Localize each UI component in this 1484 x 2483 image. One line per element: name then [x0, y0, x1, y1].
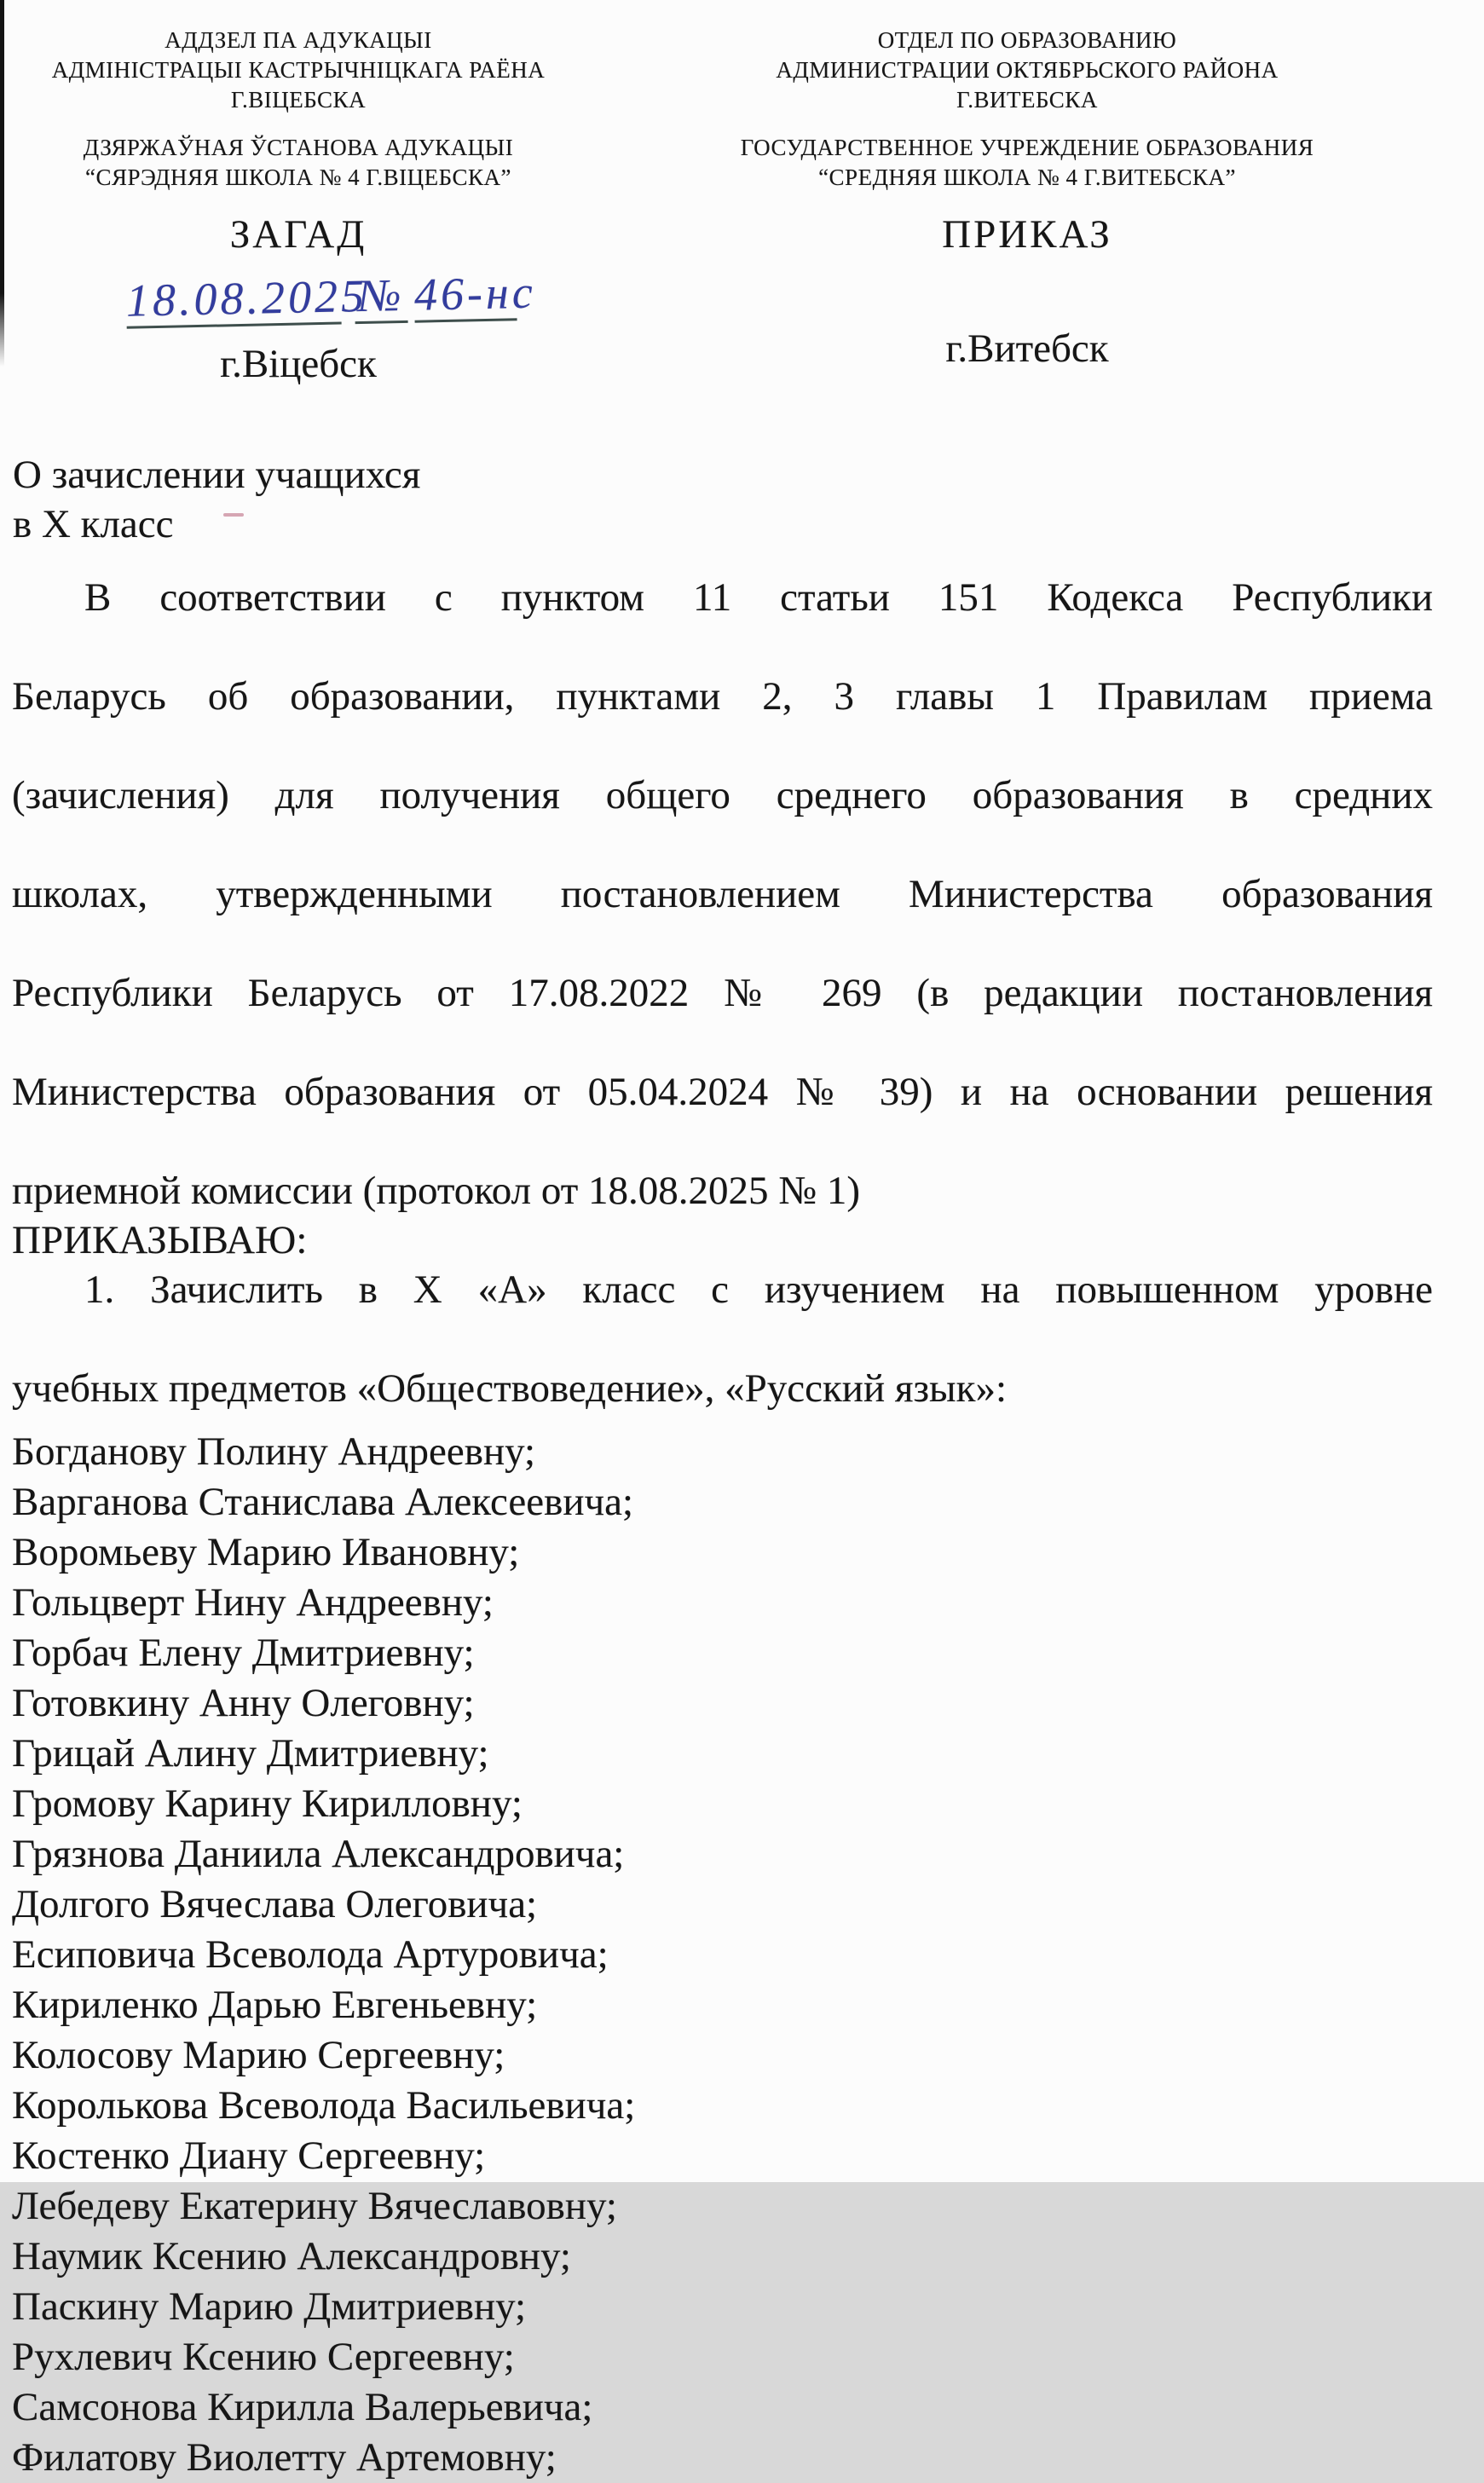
student-name: Костенко Диану Сергеевну;: [12, 2134, 486, 2178]
org-name-line: АДМІНІСТРАЦЫІ КАСТРЫЧНІЦКАГА РАЁНА: [51, 57, 546, 83]
letterhead-right: [733, 26, 1321, 193]
doc-type-belarusian: ЗАГАД: [229, 212, 367, 257]
body-line: Министерства образования от 05.04.2024 № 39) и на основании решения: [12, 1070, 1433, 1114]
city-russian: г.Витебск: [945, 326, 1109, 371]
body-line: В соответствии с пунктом 11 статьи 151 Кодекса Республики: [84, 575, 1433, 620]
student-name: Колосову Марию Сергеевну;: [12, 2033, 505, 2077]
doc-type-russian: ПРИКАЗ: [942, 212, 1112, 257]
org-name-line: ОТДЕЛ ПО ОБРАЗОВАНИЮ: [877, 27, 1177, 53]
subject-block: [13, 450, 420, 549]
body-line: приемной комиссии (протокол от 18.08.2025 № 1): [12, 1169, 860, 1213]
subject-line: О зачислении учащихся: [13, 453, 421, 497]
student-name: Лебедеву Екатерину Вячеславовну;: [12, 2184, 617, 2228]
handwritten-date: 18.08.2025: [125, 271, 341, 329]
student-list: [12, 1427, 1433, 2483]
city-belarusian: г.Віцебск: [220, 342, 377, 386]
item-1-line: 1. Зачислить в X «А» класс с изучением на повышенном уровне: [84, 1267, 1433, 1312]
student-name: Воромьеву Марию Ивановну;: [12, 1530, 520, 1574]
letterhead-gap: [26, 115, 571, 133]
item-1-line: учебных предметов «Обществоведение», «Русский язык»:: [12, 1366, 1008, 1411]
school-name-line: “СРЕДНЯЯ ШКОЛА № 4 Г.ВИТЕБСКА”: [818, 165, 1236, 190]
school-name-line: ДЗЯРЖАЎНАЯ ЎСТАНОВА АДУКАЦЫІ: [83, 135, 514, 160]
student-name: Гольцверт Нину Андреевну;: [12, 1580, 494, 1625]
org-name-line: АДДЗЕЛ ПА АДУКАЦЫІ: [165, 27, 432, 53]
student-name: Есиповича Всеволода Артуровича;: [12, 1932, 609, 1977]
org-name-line: Г.ВИТЕБСКА: [956, 87, 1098, 113]
student-name: Громову Карину Кирилловну;: [12, 1781, 523, 1826]
school-name-line: “СЯРЭДНЯЯ ШКОЛА № 4 Г.ВІЦЕБСКА”: [85, 165, 511, 190]
student-name: Грязнова Даниила Александровича;: [12, 1832, 625, 1876]
school-name-line: ГОСУДАРСТВЕННОЕ УЧРЕЖДЕНИЕ ОБРАЗОВАНИЯ: [740, 135, 1314, 160]
student-name: Паскину Марию Дмитриевну;: [12, 2284, 527, 2329]
body-line: Беларусь об образовании, пунктами 2, 3 главы 1 Правилам приема: [12, 674, 1433, 719]
student-name: Готовкину Анну Олеговну;: [12, 1681, 475, 1725]
student-name: Богданову Полину Андреевну;: [12, 1429, 536, 1474]
student-name: Кириленко Дарью Евгеньевну;: [12, 1983, 538, 2027]
student-name: Филатову Виолетту Артемовну;: [12, 2435, 557, 2480]
student-name: Рухлевич Ксению Сергеевну;: [12, 2335, 515, 2379]
subject-line: в X класс: [13, 502, 174, 546]
handwritten-date-number: [125, 266, 537, 329]
handwritten-order-number: 46-нс: [413, 267, 517, 322]
order-body: [12, 573, 1433, 2483]
body-line: Республики Беларусь от 17.08.2022 № 269 (в редакции постановления: [12, 971, 1433, 1015]
student-name: Долгого Вячеслава Олеговича;: [12, 1882, 538, 1926]
student-name: Королькова Всеволода Васильевича;: [12, 2083, 636, 2128]
body-line: (зачисления) для получения общего среднего образования в средних: [12, 773, 1433, 817]
org-name-line: АДМИНИСТРАЦИИ ОКТЯБРЬСКОГО РАЙОНА: [776, 57, 1279, 83]
student-name: Варганова Станислава Алексеевича;: [12, 1480, 634, 1524]
student-name: Горбач Елену Дмитриевну;: [12, 1631, 475, 1675]
letterhead-left: [26, 26, 571, 193]
student-name: Самсонова Кирилла Валерьевича;: [12, 2385, 593, 2429]
student-name: Грицай Алину Дмитриевну;: [12, 1731, 489, 1776]
student-name: Наумик Ксению Александровну;: [12, 2234, 571, 2278]
body-line: школах, утвержденными постановлением Министерства образования: [12, 872, 1433, 916]
prikazyvayu-line: ПРИКАЗЫВАЮ:: [12, 1218, 308, 1262]
handwritten-number-sign: №: [354, 269, 407, 324]
letterhead-gap: [733, 115, 1321, 133]
scan-artifact-dash: [223, 513, 244, 517]
scan-edge-artifact: [0, 0, 4, 367]
org-name-line: Г.ВІЦЕБСКА: [230, 87, 367, 113]
